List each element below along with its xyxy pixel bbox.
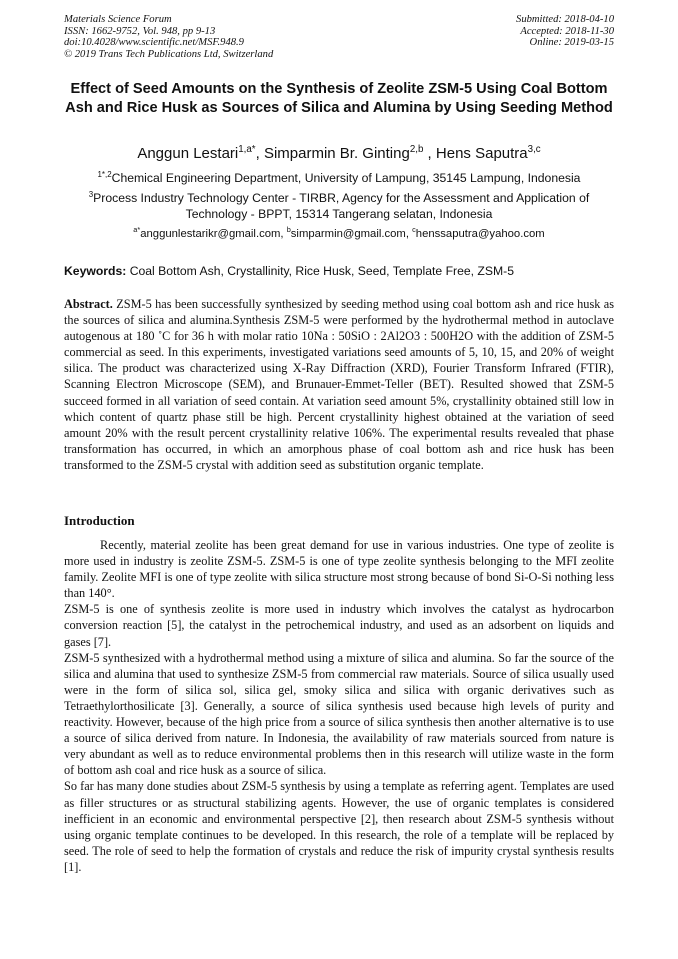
email-mark: b: [286, 225, 291, 235]
author-name: Hens Saputra: [435, 145, 528, 162]
accepted-date: Accepted: 2018-11-30: [520, 25, 614, 37]
publication-dates: [516, 14, 614, 49]
abstract: [64, 296, 614, 473]
email-separator: ,: [405, 228, 413, 240]
paragraph: ZSM-5 synthesized with a hydrothermal method using a mixture of silica and alumina. So far the source of the silica and alumina that used to synthesize ZSM-5 from commercial raw materials. Source of silica usually used were in the form of silica sol, silica gel, smoky silica and silica with organic derivatives such as Tetraethylorthosilicate [3]. Generally, a source of silica synthesis used because high levels of purity and reactivity. However, because of the high price from a source of silica synthesis then another alternative is to use a source of silica derived from nature. In Indonesia, the availability of raw materials sourced from nature is very abundant as well as to reduce environmental problems then in this research will utilize waste in the form of bottom ash coal and rice husk as a source of silica.: [64, 650, 614, 778]
paragraph: So far has many done studies about ZSM-5 synthesis by using a template as referring agent. Templates are used as filler structures or as structural stabilizing agents. However, the use of organic templates is considered inefficient in an economic and environmental perspective [2], then research about ZSM-5 synthesis without using organic template continues to be developed. In this research, the role of a template will be replaced by seed. The role of seed to help the formation of crystals and reduce the risk of impurity crystal synthesis results [1].: [64, 779, 614, 874]
affiliation-text: Process Industry Technology Center - TIRBR, Agency for the Assessment and Application of Technology - BPPT, 15314 Tangerang selatan, Indonesia: [93, 191, 590, 221]
author-list: [64, 145, 614, 163]
author-name: Anggun Lestari: [137, 145, 239, 162]
author-mark: 3,c: [527, 144, 541, 155]
issn-line: ISSN: 1662-9752, Vol. 948, pp 9-13: [64, 25, 216, 37]
journal-name: Materials Science Forum: [64, 14, 172, 25]
journal-info: [64, 14, 273, 60]
paper-title: Effect of Seed Amounts on the Synthesis of Zeolite ZSM-5 Using Coal Bottom Ash and Rice Husk as Sources of Silica and Alumina by Using Seeding Method: [65, 81, 613, 116]
abstract-label: Abstract.: [64, 297, 113, 311]
affiliation-2: [64, 190, 614, 222]
introduction-heading: Introduction: [64, 513, 135, 528]
email-address: anggunlestarikr@gmail.com: [140, 228, 281, 240]
paragraph: ZSM-5 is one of synthesis zeolite is more used in industry which involves the catalyst as hydrocarbon conversion reaction [5], the catalyst in the petrochemical industry, and used as an adsorbent on liquids and gases [7].: [64, 602, 614, 649]
author-separator: ,: [423, 145, 436, 162]
keywords: [64, 264, 614, 279]
keywords-label: Keywords:: [64, 264, 127, 278]
email-list: [64, 227, 614, 241]
keywords-text: Coal Bottom Ash, Crystallinity, Rice Husk, Seed, Template Free, ZSM-5: [129, 264, 514, 278]
author-separator: ,: [255, 145, 264, 162]
online-date: Online: 2019-03-15: [529, 37, 614, 49]
affiliation-mark: 1*,2: [97, 169, 112, 179]
introduction-body: [64, 537, 614, 875]
email-address: henssaputra@yahoo.com: [415, 228, 545, 240]
affiliation-mark: 3: [88, 189, 94, 199]
abstract-text: ZSM-5 has been successfully synthesized by seeding method using coal bottom ash and rice husk as the sources of silica and alumina.Synthesis ZSM-5 were performed by the hydrothermal method in autoclave autogenous at 180 ˚C for 36 h with molar ratio 10Na : 50SiO : 2Al2O3 : 500H2O with the addition of ZSM-5 commercial as seed. In this experiments, investigated variations seed amounts of 5, 10, 15, and 20% of weight silica. The product was characterized using X-Ray Diffraction (XRD), Fourier Transform Infrared (FTIR), Scanning Electron Microscope (SEM), and Brunauer-Emmet-Teller (BET). Resulted showed that ZSM-5 succeed formed in all variation of seed contain. At variation seed amount 5%, crystallinity obtained still low in which content of quartz phase still be high. Percent crystallinity highest obtained at the variation of seed amount 20% with the result percent crystallinity relative 106%. The experimental results revealed that phase transformation has occurred, in which an amorphous phase of coal bottom ash and rice husk has been transformed to the ZSM-5 crystal with addition seed as substitution organic template.: [64, 297, 614, 472]
author-name: Simparmin Br. Ginting: [263, 145, 410, 162]
affiliation-1: [64, 170, 614, 186]
submitted-date: Submitted: 2018-04-10: [516, 14, 614, 25]
paragraph: Recently, material zeolite has been great demand for use in various industries. One type of zeolite is more used in industry is zeolite ZSM-5. ZSM-5 is one of type zeolite synthesis belonging to the MFI zeolite family. Zeolite MFI is one of type zeolite with silica structure most strong because of bond Si-O-Si nothing less than 140°.: [64, 538, 614, 601]
affiliation-text: Chemical Engineering Department, University of Lampung, 35145 Lampung, Indonesia: [111, 171, 581, 185]
email-address: simparmin@gmail.com: [290, 228, 406, 240]
email-mark: c: [412, 225, 416, 235]
author-mark: 2,b: [409, 144, 424, 155]
copyright-line: © 2019 Trans Tech Publications Ltd, Switzerland: [64, 48, 274, 60]
email-separator: ,: [280, 228, 287, 240]
doi-line: doi:10.4028/www.scientific.net/MSF.948.9: [64, 37, 244, 49]
email-mark: a*: [133, 225, 141, 235]
author-mark: 1,a*: [238, 144, 256, 155]
